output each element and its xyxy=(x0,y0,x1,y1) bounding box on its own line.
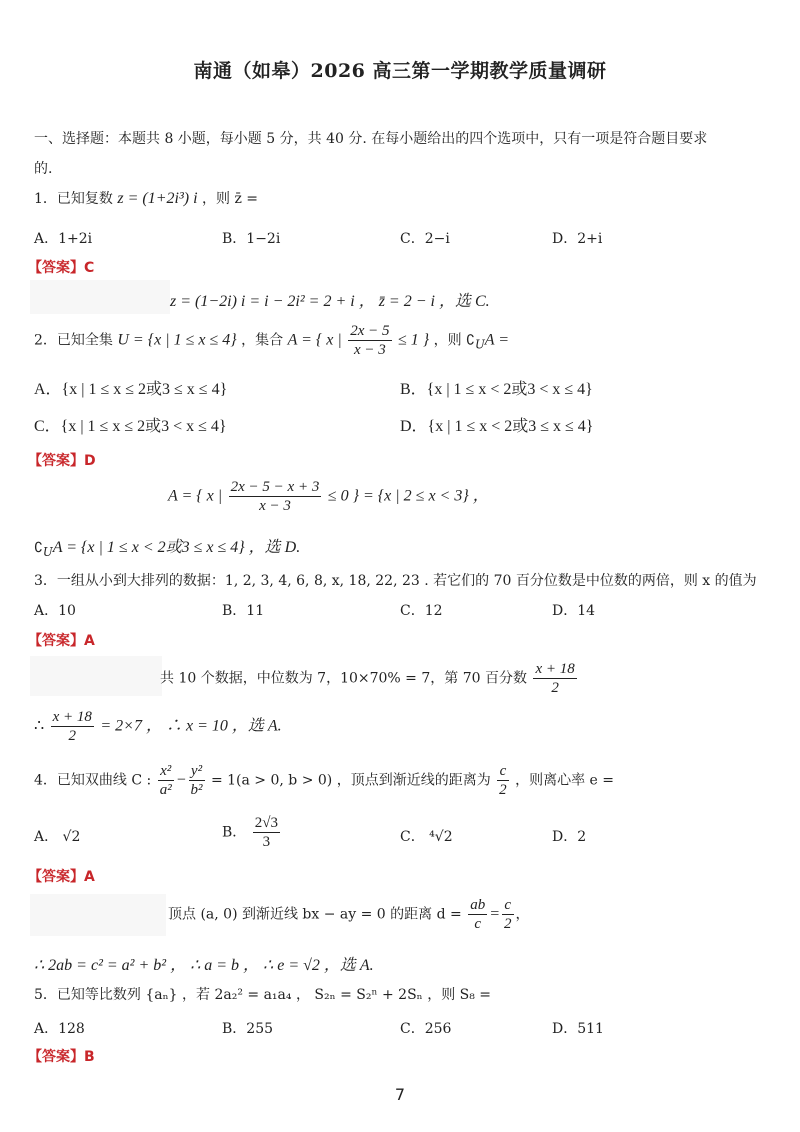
q4-solution-line1 xyxy=(168,896,530,933)
q2-option-a xyxy=(34,376,227,399)
q5-answer xyxy=(28,1046,95,1066)
q1-stem-post: ，则 z̄ = xyxy=(202,191,259,207)
q4-option-d: D．2 xyxy=(552,829,587,845)
q4-sol-f2-numerator: c xyxy=(502,896,514,915)
q1-stem-math: z = (1+2i³) i xyxy=(117,190,198,207)
q2-sol-pre: A = { x | xyxy=(168,487,223,505)
q3-sol2-numerator: x + 18 xyxy=(52,709,92,725)
q4-y-numerator: y² xyxy=(189,762,205,781)
question-5-stem: 5．已知等比数列 {aₙ} ，若 2a₂² = a₁a₄ ， S₂ₙ = S₂ⁿ + 2Sₙ ，则 S₈ = xyxy=(34,987,492,1003)
q2-stem-mid: ，集合 xyxy=(241,332,284,349)
q2-option-d-text: D．{x | 1 ≤ x < 2或3 ≤ x ≤ 4} xyxy=(400,418,594,435)
q4-sol-fraction-1 xyxy=(468,896,487,933)
q2-set-a-fraction xyxy=(348,322,391,359)
q4-option-b xyxy=(222,814,282,851)
q2-sol2-sym: ∁ xyxy=(34,540,43,556)
q5-option-a: A．128 xyxy=(34,1021,85,1037)
q3-sol-fraction xyxy=(533,660,576,697)
q2-option-c xyxy=(34,413,227,436)
q2-sol2-text: A = {x | 1 ≤ x < 2或3 ≤ x ≤ 4} ，选 D. xyxy=(52,539,301,556)
q4-stem-post: ，则离心率 e = xyxy=(515,772,615,789)
section-heading-line1: 一、选择题：本题共 8 小题，每小题 5 分，共 40 分. 在每小题给出的四个选项中，只有一项是符合题目要求 xyxy=(34,131,708,147)
q2-option-a-text: A．{x | 1 ≤ x ≤ 2或3 ≤ x ≤ 4} xyxy=(34,381,228,398)
q4-sol-f2-denominator: 2 xyxy=(504,916,512,932)
q3-sol-line1-text: 共 10 个数据，中位数为 7，10×70% = 7，第 70 百分数 xyxy=(160,670,527,687)
q2-set-a-numerator: 2x − 5 xyxy=(350,323,390,339)
q4-sol-f1-denominator: c xyxy=(474,916,482,932)
q5-option-b: B．255 xyxy=(222,1021,274,1037)
q1-answer-value: C xyxy=(84,260,95,276)
scan-shade xyxy=(30,656,162,696)
q4-sol2-text: ∴ 2ab = c² = a² + b² ， ∴ a = b ， ∴ e = √2 ，选 A. xyxy=(34,957,374,974)
q1-solution xyxy=(170,288,490,311)
q4-stem-pre: 4．已知双曲线 C : xyxy=(34,772,152,789)
q1-answer xyxy=(28,257,94,277)
q4-c-fraction xyxy=(497,762,509,799)
q3-sol2-post: = 2×7 ， ∴ x = 10 ，选 A. xyxy=(100,717,282,735)
q2-answer-value: D xyxy=(84,453,96,469)
q3-sol2-denominator: 2 xyxy=(68,728,77,744)
scan-shade xyxy=(30,280,170,314)
q5-option-c: C．256 xyxy=(400,1021,452,1037)
q1-answer-label: 【答案】 xyxy=(28,260,84,276)
q4-x-numerator: x² xyxy=(158,762,174,781)
q3-option-d: D．14 xyxy=(552,603,596,619)
q2-solution-line1 xyxy=(168,478,489,515)
q4-option-a: A． √2 xyxy=(34,829,81,845)
q3-solution-line2 xyxy=(34,708,282,745)
q2-sol-post: ≤ 0 } = {x | 2 ≤ x < 3} ， xyxy=(327,487,489,505)
q2-sol-numerator: 2x − 5 − x + 3 xyxy=(230,479,320,495)
q4-stem-mid: = 1(a > 0, b > 0) ，顶点到渐近线的距离为 xyxy=(210,772,491,789)
q3-answer-value: A xyxy=(84,633,95,649)
q4-c-denominator: 2 xyxy=(499,782,507,798)
q4-sol-pre: 顶点 (a, 0) 到渐近线 bx − ay = 0 的距离 d = xyxy=(168,906,462,923)
q3-option-c: C．12 xyxy=(400,603,443,619)
q2-answer xyxy=(28,450,96,470)
q4-option-b-denominator: 3 xyxy=(262,834,271,850)
q1-option-b: B．1−2i xyxy=(222,231,281,247)
q4-sol-fraction-2 xyxy=(502,896,514,933)
q1-solution-text: z = (1−2i) i = i − 2i² = 2 + i ， z̄ = 2 − i ，选 C. xyxy=(170,293,490,310)
q4-option-b-fraction xyxy=(253,814,280,851)
q2-option-b-text: B．{x | 1 ≤ x < 2或3 < x ≤ 4} xyxy=(400,381,593,398)
q4-minus: − xyxy=(175,771,187,789)
q3-solution-line1 xyxy=(160,660,579,697)
q2-set-a-pre: A = { x | xyxy=(287,331,342,349)
q2-set-a-denominator: x − 3 xyxy=(353,342,386,358)
question-3-stem: 3．一组从小到大排列的数据：1, 2, 3, 4, 6, 8, x, 18, 22, 23 . 若它们的 70 百分位数是中位数的两倍，则 x 的值为 xyxy=(34,573,757,589)
q2-solution-line2 xyxy=(34,534,300,559)
q3-sol-denominator: 2 xyxy=(551,680,559,696)
q3-sol2-fraction xyxy=(51,708,94,745)
question-2-stem xyxy=(34,322,509,359)
q1-stem-pre: 1．已知复数 xyxy=(34,191,113,207)
q2-option-b xyxy=(400,376,593,399)
q2-option-d xyxy=(400,413,594,436)
q4-sol-f1-numerator: ab xyxy=(470,897,486,913)
q2-sol-fraction xyxy=(229,478,322,515)
section-heading-line2: 的. xyxy=(34,161,53,177)
q2-answer-label: 【答案】 xyxy=(28,453,84,469)
q4-c-numerator: c xyxy=(497,762,509,781)
q3-answer-label: 【答案】 xyxy=(28,633,84,649)
q4-option-c: C． ⁴√2 xyxy=(400,829,453,845)
question-4-stem xyxy=(34,762,614,799)
q4-sol-eq: = xyxy=(489,905,501,923)
q1-option-d: D．2+i xyxy=(552,231,603,247)
q2-sol2-sub: U xyxy=(42,544,53,559)
q4-sol-post: ， xyxy=(515,906,530,923)
q4-answer xyxy=(28,866,95,886)
q5-answer-value: B xyxy=(84,1049,95,1065)
q2-option-c-text: C．{x | 1 ≤ x ≤ 2或3 < x ≤ 4} xyxy=(34,418,227,435)
q2-stem-end: A = xyxy=(484,331,510,349)
page-number: 7 xyxy=(394,1085,406,1104)
q3-option-b: B．11 xyxy=(222,603,265,619)
q4-x-denominator: a² xyxy=(159,782,172,798)
question-1-stem xyxy=(34,188,258,208)
q4-option-b-numerator: 2√3 xyxy=(254,815,278,831)
q4-answer-label: 【答案】 xyxy=(28,869,84,885)
q2-stem-pre: 2．已知全集 xyxy=(34,332,113,349)
q2-universal-set: U = {x | 1 ≤ x ≤ 4} xyxy=(117,331,237,349)
q2-sol-denominator: x − 3 xyxy=(259,498,291,514)
q4-y-fraction xyxy=(189,762,205,799)
q5-answer-label: 【答案】 xyxy=(28,1049,84,1065)
q3-option-a: A．10 xyxy=(34,603,76,619)
q2-set-a-post: ≤ 1 } xyxy=(397,331,430,349)
scan-shade xyxy=(30,894,166,936)
q5-option-d: D．511 xyxy=(552,1021,604,1037)
q1-option-a: A．1+2i xyxy=(34,231,93,247)
q3-answer xyxy=(28,630,95,650)
q2-stem-sub: U xyxy=(474,337,485,352)
q4-x-fraction xyxy=(158,762,174,799)
q1-option-c: C．2−i xyxy=(400,231,450,247)
q2-stem-post: ，则 ∁ xyxy=(433,332,475,349)
q4-y-denominator: b² xyxy=(190,782,203,798)
q4-option-b-label: B． xyxy=(222,824,247,841)
q3-sol-numerator: x + 18 xyxy=(535,661,575,677)
page-title: 南通（如皋）2026 高三第一学期教学质量调研 xyxy=(193,60,607,82)
q4-solution-line2 xyxy=(34,952,374,975)
q3-sol2-pre: ∴ xyxy=(34,717,45,735)
q4-answer-value: A xyxy=(84,869,95,885)
